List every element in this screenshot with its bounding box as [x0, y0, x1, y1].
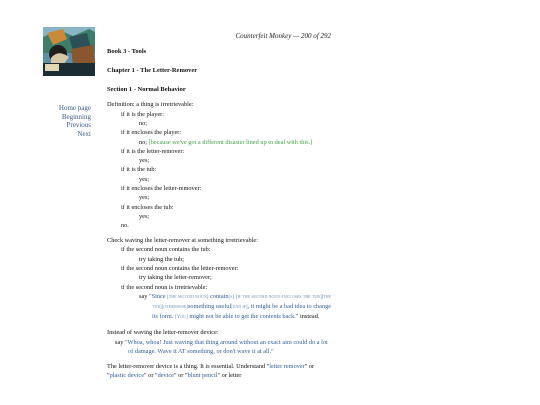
chapter-heading: Chapter 1 - The Letter-Remover	[107, 67, 198, 75]
instead-rule-block	[107, 328, 332, 356]
code-line: if it is the letter-remover:	[121, 147, 185, 155]
say-statement	[107, 292, 332, 323]
code-line: no.	[121, 222, 129, 230]
book-title: Counterfeit Monkey	[235, 32, 292, 40]
substitution: [if the second noun encloses the tub]	[235, 293, 322, 300]
substitution: [end if]	[231, 304, 248, 311]
book-heading: Book 3 - Tools	[107, 48, 147, 55]
code-line: yes;	[139, 157, 150, 165]
substitution: [the second noun]	[167, 293, 209, 300]
say-statement	[107, 338, 332, 357]
code-comment: [because we've got a different disaster lined up to deal with this.]	[148, 138, 313, 146]
code-line	[107, 138, 332, 147]
code-line: yes;	[139, 175, 150, 183]
nav-home-page-link[interactable]: Home page	[58, 104, 91, 112]
code-line: if it is the tub:	[121, 166, 157, 174]
quote-close: "	[295, 313, 299, 321]
code-line: if it encloses the player:	[121, 129, 182, 137]
code-line: if the second noun contains the tub:	[121, 246, 211, 254]
string-text: "Whoa, whoa! Just waving that thing around without an exact aim could do a lot of damage. Wave it AT something, or don't wave it at all."	[124, 338, 328, 355]
nav-beginning-link[interactable]: Beginning	[61, 112, 91, 121]
string-text: Since	[151, 292, 168, 300]
nav-next-link[interactable]: Next	[77, 129, 91, 138]
say-tail: instead.	[298, 313, 320, 321]
code-line: if it encloses the letter-remover:	[121, 185, 202, 193]
code-line: try taking the letter-remover;	[139, 274, 212, 282]
say-keyword: say	[139, 292, 148, 300]
understand-token: letter remover	[269, 362, 305, 370]
nav-previous-link[interactable]: Previous	[66, 121, 91, 129]
substitution: [otherwise]	[161, 304, 188, 311]
code-line: yes;	[139, 212, 150, 220]
string-text: contain	[210, 292, 229, 300]
code-text: no;	[139, 138, 148, 146]
code-line: yes;	[139, 194, 150, 202]
understand-token: blunt pencil	[187, 371, 218, 379]
navigation-links	[59, 104, 91, 138]
code-line: try taking the tub;	[139, 255, 184, 263]
definition-paragraph: The letter-remover device is a thing. It is essential. Understand "letter remover" or "plastic device" or "device" or "blunt pencil" or letter	[107, 362, 315, 379]
substitution: [You]	[174, 314, 188, 321]
source-text	[107, 47, 332, 380]
page-indicator: 200 of 292	[301, 32, 331, 40]
code-line: if it is the player:	[121, 110, 165, 118]
section-heading: Section 1 - Normal Behavior	[107, 86, 186, 94]
book-cover-image[interactable]	[43, 27, 95, 76]
say-keyword: say	[115, 338, 124, 346]
understand-token: device	[157, 371, 175, 379]
code-line: if the second noun is irretrievable:	[121, 283, 208, 291]
code-line: Instead of waving the letter-remover device:	[107, 329, 219, 337]
substitution: [s]	[228, 293, 235, 300]
string-text: might not be able to get the contents back.	[187, 313, 296, 321]
string-text: something useful	[187, 303, 232, 311]
substitution: [the tub]	[152, 293, 332, 311]
code-line: Check waving the letter-remover at something irretrievable:	[107, 237, 258, 245]
understand-token: plastic device	[109, 371, 145, 379]
check-rule-block	[107, 236, 332, 323]
code-line: no;	[139, 119, 148, 127]
code-line: if the second noun contains the letter-remover:	[121, 264, 239, 272]
quote-open: "	[148, 292, 152, 300]
page-header: Counterfeit Monkey — 200 of 292	[235, 32, 331, 40]
code-line: Definition: a thing is irretrievable:	[107, 101, 194, 109]
code-line: if it encloses the tub:	[121, 203, 174, 211]
string-text: , it might be a bad idea to change its form.	[152, 303, 332, 321]
definition-block	[107, 100, 332, 230]
